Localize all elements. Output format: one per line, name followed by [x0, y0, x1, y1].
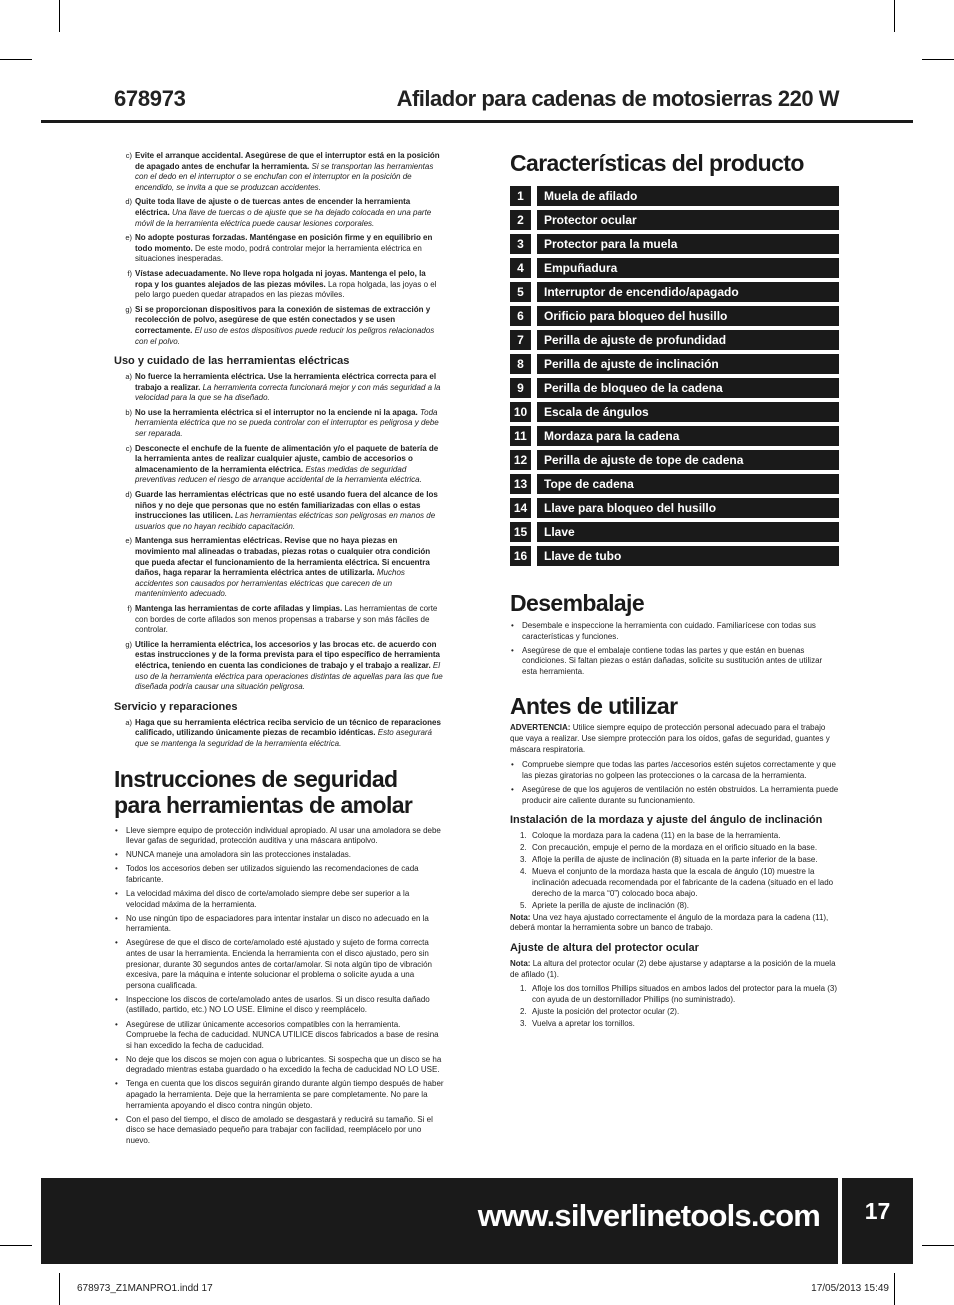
bullet-item: • Con el paso del tiempo, el disco de amolado se desgastará y reducirá su tamaño. Si el disco se hace demasiado pequeño para trabajar con facilidad, reemplácelo por uno nuevo. — [126, 1115, 444, 1147]
item-letter: d) — [125, 490, 132, 500]
safety-item — [114, 604, 444, 636]
item-plain-text: Las herramientas de corte con bordes de corte afilados son menos propensas a trabarse y son más fáciles de controlar. — [135, 603, 438, 635]
step-number: 3. — [520, 1018, 527, 1028]
bullet-item: • Asegúrese de que los agujeros de ventilación no estén obstruidos. La herramienta puede producir aire caliente durante su funcionamiento. — [522, 785, 839, 806]
note-text: La altura del protector ocular (2) debe ajustarse y adaptarse a la posición de la muela de afilado (1). — [510, 958, 836, 979]
item-bold-text: Si se proporcionan dispositivos para la conexión de sistemas de extracción y recolección de polvo, asegúrese de que estén conectados y se usen correctamente. — [135, 304, 431, 335]
item-plain-text: De este modo, podrá controlar mejor la herramienta eléctrica en situaciones inesperadas. — [135, 243, 422, 264]
step-item — [520, 855, 839, 866]
step-text: Apriete la perilla de ajuste de inclinación (8). — [532, 900, 689, 910]
step-number: 1. — [520, 831, 527, 841]
bullet-item: • Desembale e inspeccione la herramienta con cuidado. Familiarícese con todas sus características y funciones. — [522, 621, 839, 642]
website-link[interactable]: www.silverlinetools.com — [477, 1198, 820, 1233]
step-text: Con precaución, empuje el perno de la mordaza en el orificio situado en la base. — [532, 843, 818, 853]
uso-heading: Uso y cuidado de las herramientas eléctricas — [114, 355, 350, 368]
note-text: Una vez haya ajustado correctamente el ángulo de la mordaza para la cadena (11), deberá montar la herramienta sobre un banco de trabajo. — [510, 912, 829, 933]
safety-item — [114, 372, 444, 404]
item-letter: a) — [125, 372, 132, 382]
item-text — [135, 536, 444, 600]
desembalaje-bullet-list — [510, 621, 839, 677]
feature-label: Interruptor de encendido/apagado — [537, 282, 839, 302]
feature-number: 11 — [510, 426, 531, 446]
feature-row — [510, 522, 839, 542]
feature-row — [510, 234, 839, 254]
item-letter: b) — [125, 407, 132, 417]
item-bold-text: Haga que su herramienta eléctrica reciba servicio de un técnico de reparaciones calificado, utilizando únicamente piezas de recambio idénticas. — [135, 717, 441, 738]
item-italic-text: El uso de la herramienta eléctrica para operaciones distintas de aquellas para las que fue diseñada podría causar una situación peligrosa. — [135, 660, 443, 692]
item-bold-text: No use la herramienta eléctrica si el interruptor no la enciende ni la apaga. — [135, 407, 418, 417]
item-bold-text: Mantenga sus herramientas eléctricas. Revise que no haya piezas en movimiento mal alineadas o trabadas, piezas rotas o cualquier otra condición que pueda afectar el funcionamiento de la herramienta eléctrica. Si encuentra daños, haga reparar la herramienta eléctrica antes de utilizarla. — [135, 536, 431, 578]
item-text — [135, 718, 444, 750]
bullet-item: • No use ningún tipo de espaciadores para intentar instalar un disco no adecuado en la herramienta. — [126, 914, 444, 935]
antes-heading: Antes de utilizar — [510, 693, 678, 720]
step-number: 4. — [520, 867, 527, 877]
feature-row — [510, 330, 839, 350]
amolar-bullet-list — [114, 826, 444, 1147]
feature-row — [510, 402, 839, 422]
safety-list-servicio — [114, 718, 444, 750]
page-number-box — [842, 1178, 913, 1264]
item-italic-text: Si se transportan las herramientas con el dedo en el interruptor o se enchufan con el interruptor en la posición de encendido, se invita a que se produzcan accidentes. — [135, 161, 434, 192]
item-bold-text: Quite toda llave de ajuste o de tuercas antes de encender la herramienta eléctrica. — [135, 197, 411, 217]
feature-label: Empuñadura — [537, 258, 839, 278]
bullet-item: • Asegúrese de que el disco de corte/amolado esté ajustado y sujeto de forma correcta antes de usar la herramienta. Encienda la herramienta con el disco ajustado, pero sin presionar, durante 30 segundos antes de cortar/amolar. Si nota algún tipo de vibración excesiva, pare la máquina e intente solucionar el problema o solicite ayuda a una persona cualificada. — [126, 938, 444, 991]
feature-label: Protector ocular — [537, 210, 839, 230]
item-letter: c) — [125, 443, 132, 453]
antes-bullet-list — [510, 760, 839, 806]
feature-row — [510, 378, 839, 398]
feature-label: Llave para bloqueo del husillo — [537, 498, 839, 518]
item-text — [135, 490, 444, 532]
servicio-heading: Servicio y reparaciones — [114, 700, 238, 713]
slug-file: 678973_Z1MANPRO1.indd 17 — [77, 1283, 213, 1294]
feature-row — [510, 546, 839, 566]
step-item — [520, 831, 839, 842]
item-text — [135, 305, 444, 347]
feature-row — [510, 210, 839, 230]
feature-row — [510, 186, 839, 206]
item-italic-text: Estas medidas de seguridad preventivas reducen el riesgo de arranque accidental de la herramienta eléctrica. — [135, 464, 422, 485]
item-italic-text: Toda herramienta eléctrica que no se pueda controlar con el interruptor es peligrosa y debe ser reparada. — [135, 407, 439, 439]
feature-label: Muela de afilado — [537, 186, 839, 206]
item-letter: e) — [125, 536, 132, 546]
feature-row — [510, 498, 839, 518]
protector-steps-list — [510, 984, 839, 1029]
item-bold-text: Mantenga las herramientas de corte afiladas y limpias. — [135, 603, 343, 613]
item-italic-text: Muchos accidentes son causados por herramientas eléctricas que carecen de un mantenimiento adecuado. — [135, 568, 405, 599]
slug-date: 17/05/2013 15:49 — [811, 1283, 889, 1294]
item-letter: e) — [125, 233, 132, 243]
feature-number: 10 — [510, 402, 531, 422]
safety-item — [114, 269, 444, 301]
protector-heading: Ajuste de altura del protector ocular — [510, 941, 699, 954]
feature-label: Protector para la muela — [537, 234, 839, 254]
features-table — [510, 186, 839, 566]
step-number: 2. — [520, 843, 527, 853]
feature-number: 15 — [510, 522, 531, 542]
features-heading: Características del producto — [510, 150, 804, 176]
product-title: Afilador para cadenas de motosierras 220 W — [396, 86, 839, 111]
feature-number: 4 — [510, 258, 531, 278]
page-number: 17 — [864, 1198, 891, 1224]
bullet-item: • No deje que los discos se mojen con agua o lubricantes. Si sospecha que un disco se ha degradado mientras estaba guardado o ha excedido la fecha de caducidad NO LO USE. — [126, 1055, 444, 1076]
feature-number: 3 — [510, 234, 531, 254]
safety-item — [114, 151, 444, 193]
item-text — [135, 269, 444, 301]
step-text: Afloje la perilla de ajuste de inclinación (8) situada en la parte inferior de la base. — [532, 855, 818, 865]
crop-mark — [0, 59, 32, 60]
product-code: 678973 — [114, 86, 186, 111]
crop-mark — [894, 0, 895, 32]
bullet-item: • Todos los accesorios deben ser utilizados siguiendo las recomendaciones de cada fabricante. — [126, 864, 444, 885]
item-letter: d) — [125, 197, 132, 207]
left-column — [114, 151, 444, 1150]
feature-number: 6 — [510, 306, 531, 326]
mordaza-steps-list — [510, 831, 839, 911]
item-bold-text: Utilice la herramienta eléctrica, los accesorios y las brocas etc. de acuerdo con estas instrucciones y de la forma prevista para el tipo específico de herramienta eléctrica, teniendo en cuenta las condiciones de trabajo y el trabajo a realizar. — [135, 639, 441, 670]
item-italic-text: Una llave de tuercas o de ajuste que se ha dejado colocada en una parte móvil de la herramienta eléctrica puede causar lesiones corporales. — [135, 207, 432, 228]
item-text — [135, 408, 444, 440]
footer-bar — [41, 1178, 838, 1264]
safety-item — [114, 640, 444, 693]
step-item — [520, 1018, 839, 1030]
item-text — [135, 604, 444, 636]
safety-item — [114, 408, 444, 440]
feature-number: 16 — [510, 546, 531, 566]
step-text: Coloque la mordaza para la cadena (11) en la base de la herramienta. — [532, 831, 781, 841]
item-bold-text: No fuerce la herramienta eléctrica. Use la herramienta eléctrica correcta para el trabajo a realizar. — [135, 372, 437, 392]
feature-row — [510, 474, 839, 494]
item-bold-text: Vístase adecuadamente. No lleve ropa holgada ni joyas. Mantenga el pelo, la ropa y los guantes alejados de las piezas móviles. — [135, 268, 426, 289]
item-letter: g) — [125, 639, 132, 649]
bullet-item: • Asegúrese de utilizar únicamente accesorios compatibles con la herramienta. Compruebe la fecha de caducidad. NUNCA UTILICE discos fabricados a base de resina si han excedido la fecha de caducidad. — [126, 1020, 444, 1052]
feature-label: Llave de tubo — [537, 546, 839, 566]
note-label: Nota: — [510, 958, 531, 968]
safety-list-personal — [114, 151, 444, 347]
feature-number: 9 — [510, 378, 531, 398]
feature-number: 12 — [510, 450, 531, 470]
feature-row — [510, 258, 839, 278]
crop-mark — [0, 1245, 32, 1246]
warning-text: Utilice siempre equipo de protección personal adecuado para el trabajo que vaya a realizar. Use siempre protección para los oídos, gafas de seguridad, guantes y máscara respiratoria. — [510, 723, 830, 754]
safety-item — [114, 490, 444, 532]
antes-warning — [510, 723, 839, 755]
feature-row — [510, 282, 839, 302]
item-bold-text: Guarde las herramientas eléctricas que no esté usando fuera del alcance de los niños y no deje que personas que no estén familiarizadas con ellas o estas instrucciones las utilicen. — [135, 490, 438, 521]
feature-label: Llave — [537, 522, 839, 542]
feature-row — [510, 354, 839, 374]
safety-list-uso — [114, 372, 444, 693]
step-text: Afloje los dos tornillos Phillips situados en ambos lados del protector para la muela (3) con ayuda de un destornillador Phillips (no suministrado). — [532, 984, 838, 1004]
item-letter: g) — [125, 304, 132, 314]
item-letter: a) — [125, 717, 132, 727]
item-letter: f) — [127, 603, 132, 613]
safety-item — [114, 444, 444, 486]
mordaza-heading: Instalación de la mordaza y ajuste del ángulo de inclinación — [510, 814, 823, 827]
bullet-item: • Inspeccione los discos de corte/amolado antes de usarlos. Si un disco resulta dañado (astillado, partido, etc.) NO LO USE. Elimine el disco y reemplácelo. — [126, 995, 444, 1016]
step-text: Mueva el conjunto de la mordaza hasta que la escala de ángulo (10) muestre la inclinación adecuada recomendada por el fabricante de la cadena (situado en el lado derecho de la marca “0”) colocado boca abajo. — [532, 867, 834, 898]
step-item — [520, 843, 839, 854]
safety-item — [114, 536, 444, 600]
step-item — [520, 867, 839, 899]
feature-row — [510, 426, 839, 446]
feature-label: Perilla de ajuste de tope de cadena — [537, 450, 839, 470]
crop-mark — [59, 1273, 60, 1305]
amolar-heading: Instrucciones de seguridad para herramientas de amolar — [114, 765, 413, 818]
feature-row — [510, 450, 839, 470]
feature-label: Perilla de ajuste de inclinación — [537, 354, 839, 374]
feature-number: 1 — [510, 186, 531, 206]
item-text — [135, 640, 444, 693]
item-italic-text: El uso de estos dispositivos puede reducir los peligros relacionados con el polvo. — [135, 325, 435, 346]
item-text — [135, 444, 444, 486]
step-text: Vuelva a apretar los tornillos. — [532, 1018, 635, 1028]
step-item — [520, 900, 839, 912]
feature-row — [510, 306, 839, 326]
feature-label: Perilla de bloqueo de la cadena — [537, 378, 839, 398]
feature-label: Perilla de ajuste de profundidad — [537, 330, 839, 350]
bullet-item: • Lleve siempre equipo de protección individual apropiado. Al usar una amoladora se debe llevar gafas de seguridad, protección auditiva y una máscara antipolvo. — [126, 826, 444, 847]
desembalaje-heading: Desembalaje — [510, 590, 645, 616]
step-text: Ajuste la posición del protector ocular (2). — [532, 1006, 680, 1016]
step-number: 5. — [520, 900, 527, 910]
bullet-item: • NUNCA maneje una amoladora sin las protecciones instaladas. — [126, 850, 444, 861]
note-label: Nota: — [510, 912, 531, 922]
feature-label: Mordaza para la cadena — [537, 426, 839, 446]
safety-item — [114, 305, 444, 347]
safety-item — [114, 233, 444, 265]
feature-number: 2 — [510, 210, 531, 230]
mordaza-note — [510, 913, 839, 934]
feature-number: 5 — [510, 282, 531, 302]
feature-label: Orificio para bloqueo del husillo — [537, 306, 839, 326]
bullet-item: • La velocidad máxima del disco de corte/amolado siempre debe ser superior a la velocidad máxima de la herramienta. — [126, 889, 444, 910]
item-text — [135, 233, 444, 265]
crop-mark — [922, 1245, 954, 1246]
feature-label: Escala de ángulos — [537, 402, 839, 422]
feature-number: 14 — [510, 498, 531, 518]
item-letter: c) — [125, 151, 132, 160]
item-letter: f) — [127, 268, 132, 278]
feature-number: 13 — [510, 474, 531, 494]
bullet-item: • Asegúrese de que el embalaje contiene todas las partes y que están en buenas condiciones. Si faltan piezas o están dañadas, solicite su sustitución antes de utilizar esta herramienta. — [522, 646, 839, 678]
step-item — [520, 1006, 839, 1018]
step-number: 1. — [520, 984, 527, 994]
item-bold-text: No adopte posturas forzadas. Manténgase en posición firme y en equilibrio en todo momento. — [135, 233, 433, 253]
crop-mark — [894, 1273, 895, 1305]
step-number: 3. — [520, 855, 527, 865]
item-text — [135, 151, 444, 193]
step-number: 2. — [520, 1006, 527, 1016]
item-italic-text: Esto asegurará que se mantenga la seguridad de la herramienta eléctrica. — [135, 728, 433, 748]
safety-item — [114, 197, 444, 229]
item-text — [135, 197, 444, 229]
header-rule — [41, 120, 913, 123]
step-item — [520, 984, 839, 1005]
item-bold-text: Evite el arranque accidental. Asegúrese de que el interruptor está en la posición de apagado antes de enchufar la herramienta. — [135, 151, 440, 171]
bullet-item: • Compruebe siempre que todas las partes /accesorios estén sujetos correctamente y que las piezas giratorias no golpeen las protecciones o la carcasa de la herramienta. — [522, 760, 839, 781]
protector-note — [510, 959, 839, 980]
safety-item — [114, 718, 444, 750]
item-bold-text: Desconecte el enchufe de la fuente de alimentación y/o el paquete de batería de la herramienta antes de realizar cualquier ajuste, cambio de accesorios o almacenamiento de la herramienta eléctrica. — [135, 443, 439, 474]
item-text — [135, 372, 444, 404]
item-plain-text: La ropa holgada, las joyas o el pelo largo pueden quedar atrapados en las piezas móviles. — [135, 279, 437, 300]
feature-number: 7 — [510, 330, 531, 350]
feature-number: 8 — [510, 354, 531, 374]
crop-mark — [59, 0, 60, 32]
item-italic-text: Las herramientas eléctricas son peligrosas en manos de usuarios que no hayan recibido capacitación. — [135, 511, 436, 531]
feature-label: Tope de cadena — [537, 474, 839, 494]
crop-mark — [922, 59, 954, 60]
item-italic-text: La herramienta correcta funcionará mejor y con más seguridad a la velocidad para la que se ha diseñado. — [135, 382, 441, 403]
warning-label: ADVERTENCIA: — [510, 723, 571, 733]
right-column — [510, 150, 839, 1031]
page-header — [114, 86, 839, 122]
bullet-item: • Tenga en cuenta que los discos seguirán girando durante algún tiempo después de haber apagado la herramienta. Deje que la herramienta se pare completamente. No pare la herramienta apoyando el disco contra ningún objeto. — [126, 1079, 444, 1111]
